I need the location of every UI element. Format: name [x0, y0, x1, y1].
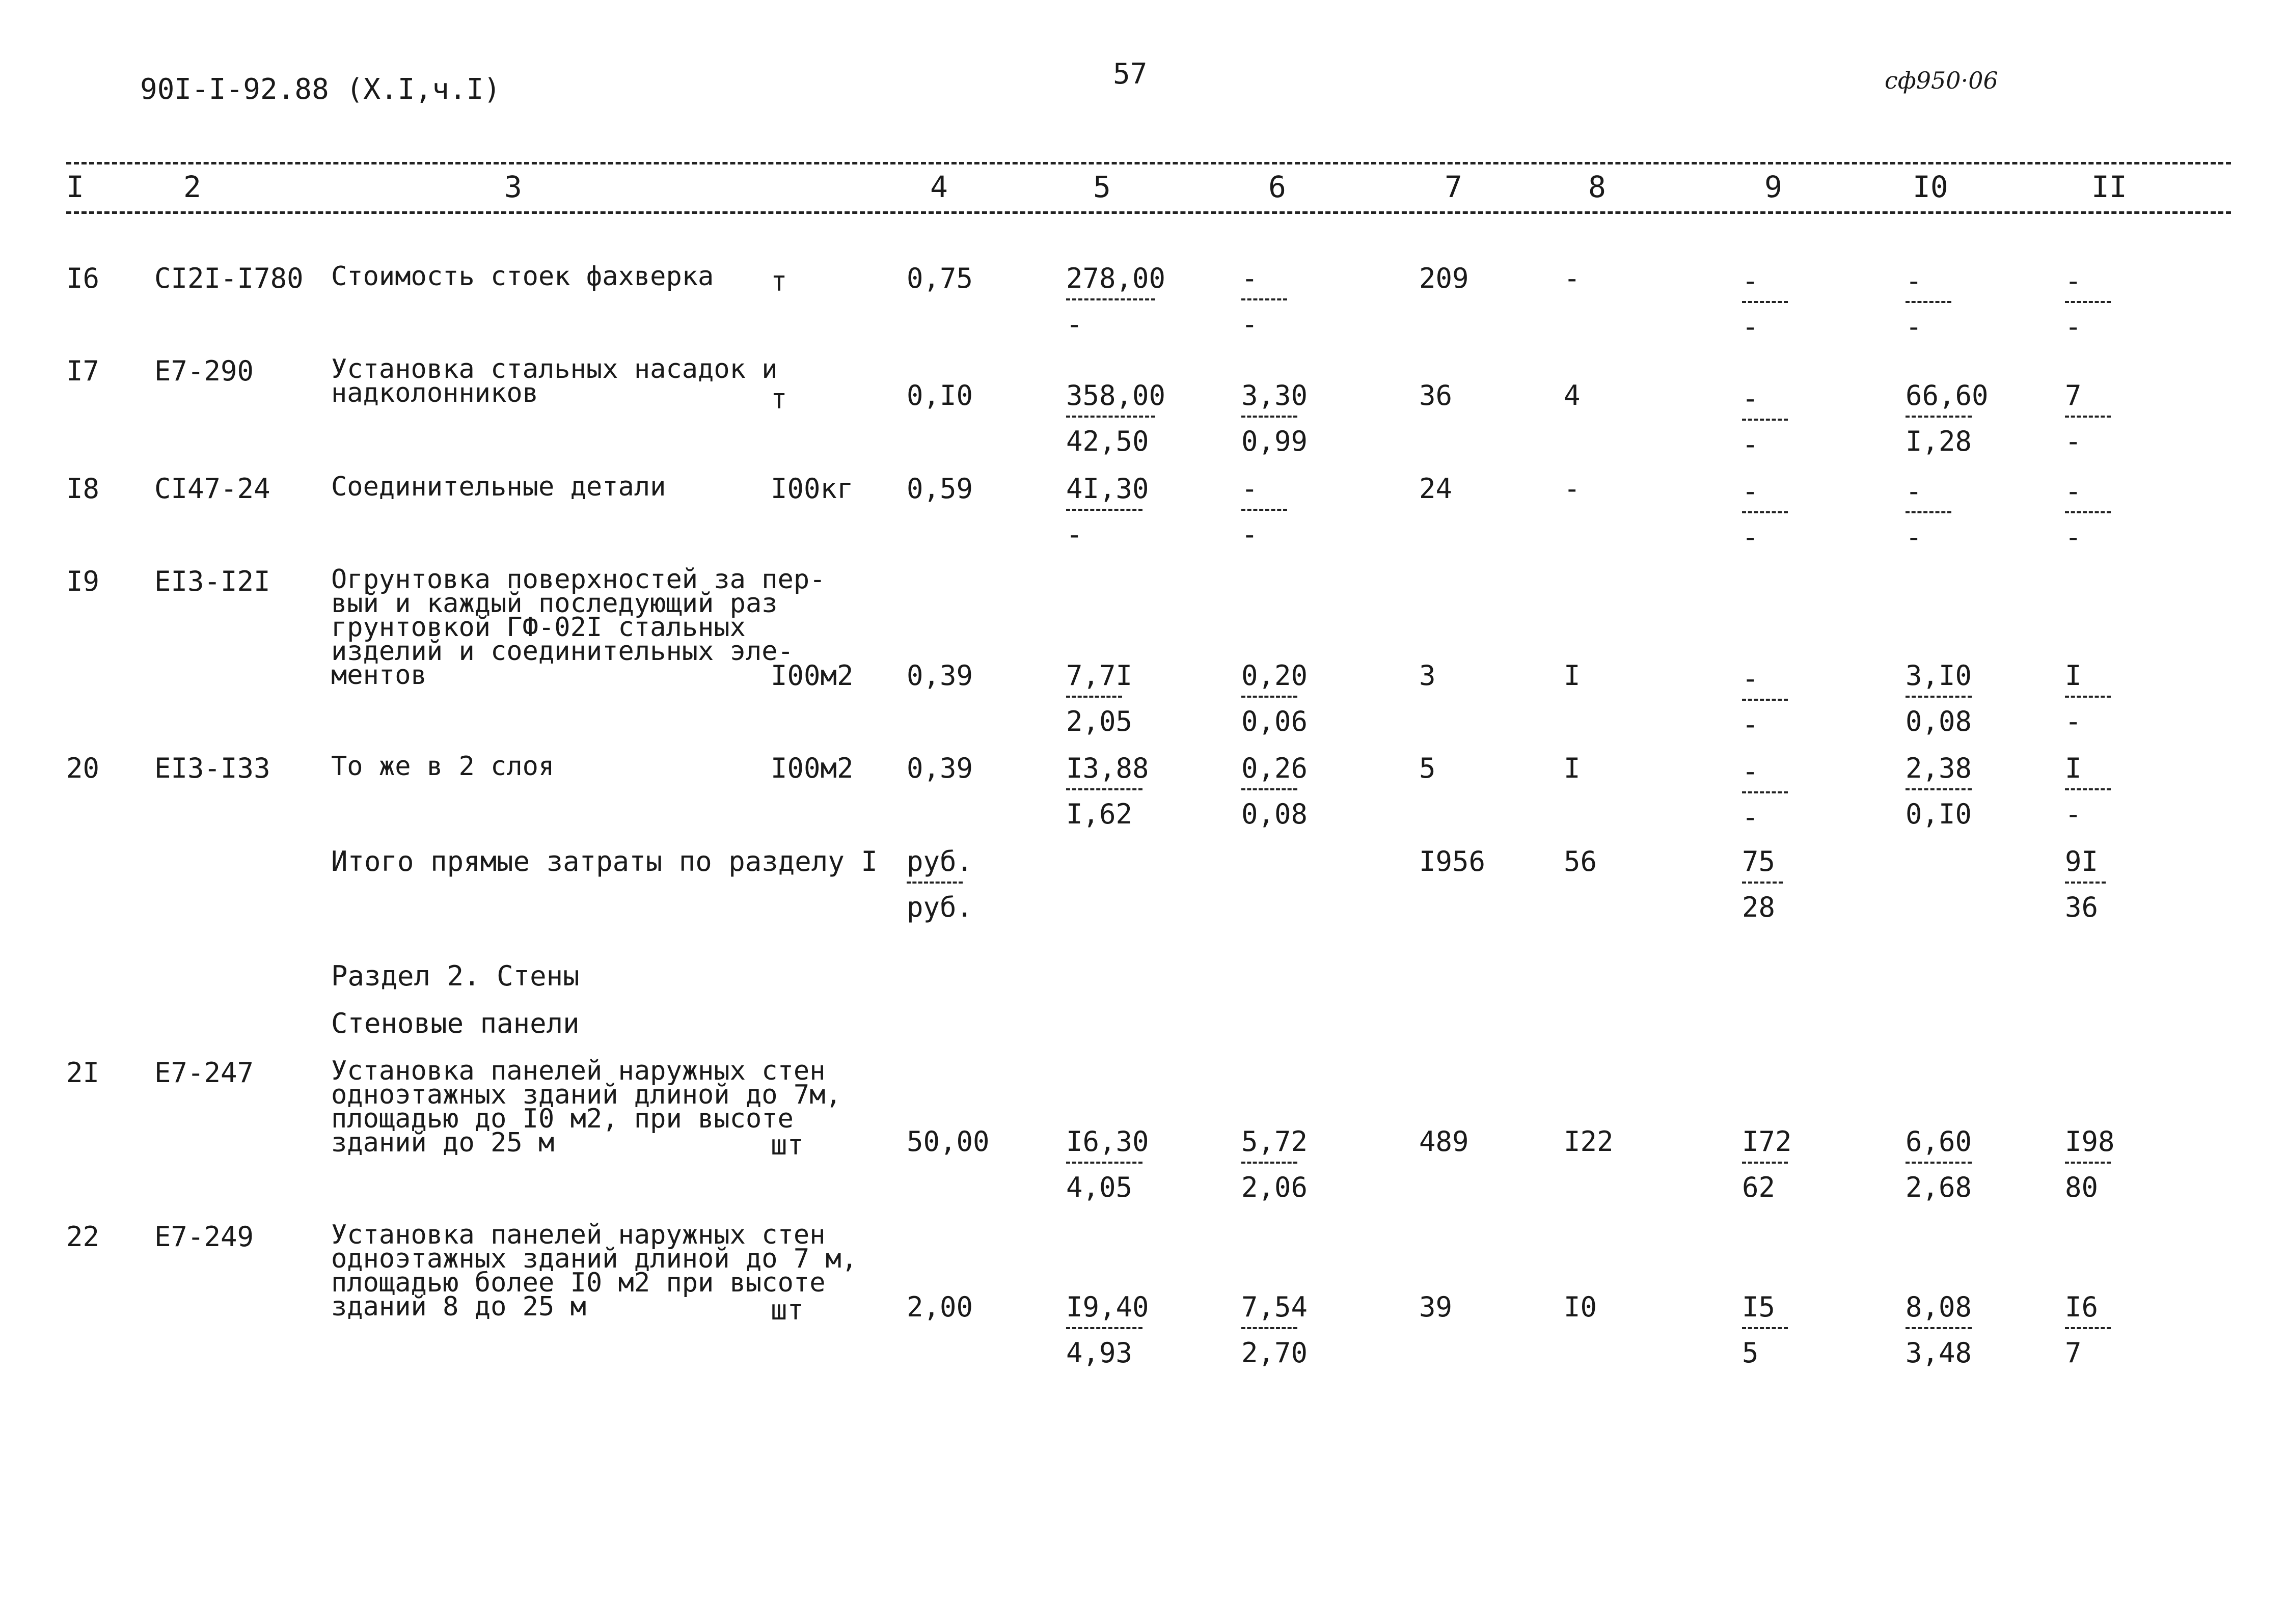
section-title: Раздел 2. Стены [331, 960, 580, 992]
column-header-11: II [2091, 170, 2127, 204]
row-col11-fraction: I98 80 [2065, 1125, 2115, 1203]
row-number: 2I [66, 1057, 100, 1089]
row-unit: I00м2 [771, 752, 854, 784]
column-header-10: I0 [1913, 170, 1948, 204]
row-col5-fraction: 4I,30 - [1066, 473, 1149, 550]
row-quantity: 0,75 [907, 262, 973, 294]
column-header-6: 6 [1268, 170, 1286, 204]
row-description: То же в 2 слоя [331, 751, 555, 782]
row-col10-fraction: 3,I0 0,08 [1906, 659, 1972, 737]
page-number: 57 [1113, 58, 1148, 91]
row-code: E7-247 [154, 1057, 254, 1089]
row-quantity: 0,39 [907, 659, 973, 692]
row-col6-fraction: - - [1241, 475, 1287, 548]
column-header-4: 4 [930, 170, 948, 204]
row-description: Стоимость стоек фахверка [331, 261, 714, 292]
column-header-2: 2 [183, 170, 201, 204]
row-code: EI3-I2I [154, 565, 270, 597]
row-unit: I00м2 [771, 659, 854, 692]
row-col6-fraction: 0,20 0,06 [1241, 659, 1308, 737]
row-description: Установка панелей наружных стен одноэтажных зданий длиной до 7м, площадью до I0 м2, при высоте зданий до 25 м [331, 1056, 841, 1158]
row-col9-fraction: I72 62 [1742, 1125, 1792, 1203]
column-header-9: 9 [1764, 170, 1782, 204]
row-col6-fraction: 3,30 0,99 [1241, 379, 1308, 457]
row-quantity: 0,59 [907, 473, 973, 505]
row-col11-fraction: I6 7 [2065, 1293, 2111, 1367]
row-col8: - [1564, 473, 1581, 505]
row-col7: 39 [1419, 1291, 1453, 1323]
total-col7: I956 [1419, 845, 1486, 877]
row-col9-fraction: - - [1742, 665, 1788, 738]
row-col8: - [1564, 262, 1581, 294]
row-col9-fraction: - - [1742, 267, 1788, 341]
row-col11-fraction: 7 - [2065, 382, 2111, 455]
row-col11-fraction: I - [2065, 755, 2111, 828]
document-code: 90I-I-92.88 (X.I,ч.I) [140, 73, 501, 106]
row-col6-fraction: 0,26 0,08 [1241, 752, 1308, 830]
row-col9-fraction: I5 5 [1742, 1293, 1788, 1367]
column-header-3: 3 [504, 170, 522, 204]
column-header-8: 8 [1588, 170, 1606, 204]
total-col8: 56 [1564, 845, 1597, 877]
row-description: Установка стальных насадок и надколонников [331, 354, 778, 408]
row-quantity: 2,00 [907, 1291, 973, 1323]
handwritten-stamp: сф950·06 [1885, 67, 1998, 94]
row-unit: т [771, 265, 787, 297]
row-number: 20 [66, 752, 100, 784]
row-quantity: 0,I0 [907, 379, 973, 411]
row-col5-fraction: 278,00 - [1066, 262, 1166, 340]
row-col10-fraction: 8,08 3,48 [1906, 1291, 1972, 1369]
row-col9-fraction: - - [1742, 758, 1788, 831]
row-unit: шт [771, 1129, 804, 1161]
row-code: CI47-24 [154, 473, 270, 505]
row-col8: I22 [1564, 1125, 1614, 1158]
row-number: I7 [66, 355, 100, 387]
row-col11-fraction: - - [2065, 478, 2111, 551]
row-number: I8 [66, 473, 100, 505]
row-col7: 489 [1419, 1125, 1469, 1158]
row-quantity: 50,00 [907, 1125, 990, 1158]
total-col11-fraction: 9I 36 [2065, 848, 2106, 921]
section-subtitle: Стеновые панели [331, 1007, 580, 1039]
row-number: I9 [66, 565, 100, 597]
header-top-rule [66, 162, 2231, 164]
row-number: I6 [66, 262, 100, 294]
row-col10-fraction: 6,60 2,68 [1906, 1125, 1972, 1203]
total-unit-fraction: руб. руб. [907, 845, 973, 923]
row-description: Огрунтовка поверхностей за пер- вый и каждый последующий раз грунтовкой ГФ-02I стальных изделий и соединительных эле- ментов [331, 564, 826, 691]
column-header-7: 7 [1445, 170, 1462, 204]
column-header-1: I [66, 170, 84, 204]
row-col8: I [1564, 659, 1581, 692]
row-number: 22 [66, 1221, 100, 1253]
row-col10-fraction: - - [1906, 267, 1951, 341]
row-col9-fraction: - - [1742, 385, 1788, 458]
row-quantity: 0,39 [907, 752, 973, 784]
row-col5-fraction: I3,88 I,62 [1066, 752, 1149, 830]
header-bottom-rule [66, 211, 2231, 214]
row-col8: 4 [1564, 379, 1581, 411]
row-unit: шт [771, 1294, 804, 1326]
total-label: Итого прямые затраты по разделу I [331, 845, 878, 877]
row-col11-fraction: - - [2065, 267, 2111, 341]
row-col7: 209 [1419, 262, 1469, 294]
row-code: CI2I-I780 [154, 262, 304, 294]
row-unit: т [771, 383, 787, 415]
row-col5-fraction: I6,30 4,05 [1066, 1125, 1149, 1203]
row-col7: 24 [1419, 473, 1453, 505]
row-col8: I [1564, 752, 1581, 784]
row-col8: I0 [1564, 1291, 1597, 1323]
row-col10-fraction: - - [1906, 478, 1951, 551]
row-col10-fraction: 2,38 0,I0 [1906, 752, 1972, 830]
row-code: E7-249 [154, 1221, 254, 1253]
row-code: EI3-I33 [154, 752, 270, 784]
row-col9-fraction: - - [1742, 478, 1788, 551]
row-col5-fraction: 358,00 42,50 [1066, 379, 1166, 457]
row-col6-fraction: - - [1241, 265, 1287, 338]
row-col10-fraction: 66,60 I,28 [1906, 379, 1989, 457]
row-col5-fraction: 7,7I 2,05 [1066, 659, 1133, 737]
row-unit: I00кг [771, 473, 854, 505]
row-description: Соединительные детали [331, 472, 666, 502]
row-code: E7-290 [154, 355, 254, 387]
column-header-5: 5 [1093, 170, 1111, 204]
row-description: Установка панелей наружных стен одноэтажных зданий длиной до 7 м, площадью более I0 м2 при высоте зданий 8 до 25 м [331, 1220, 858, 1322]
row-col6-fraction: 5,72 2,06 [1241, 1125, 1308, 1203]
total-col9-fraction: 75 28 [1742, 848, 1783, 921]
row-col6-fraction: 7,54 2,70 [1241, 1291, 1308, 1369]
row-col7: 3 [1419, 659, 1436, 692]
row-col7: 5 [1419, 752, 1436, 784]
row-col11-fraction: I - [2065, 662, 2111, 735]
row-col7: 36 [1419, 379, 1453, 411]
row-col5-fraction: I9,40 4,93 [1066, 1291, 1149, 1369]
